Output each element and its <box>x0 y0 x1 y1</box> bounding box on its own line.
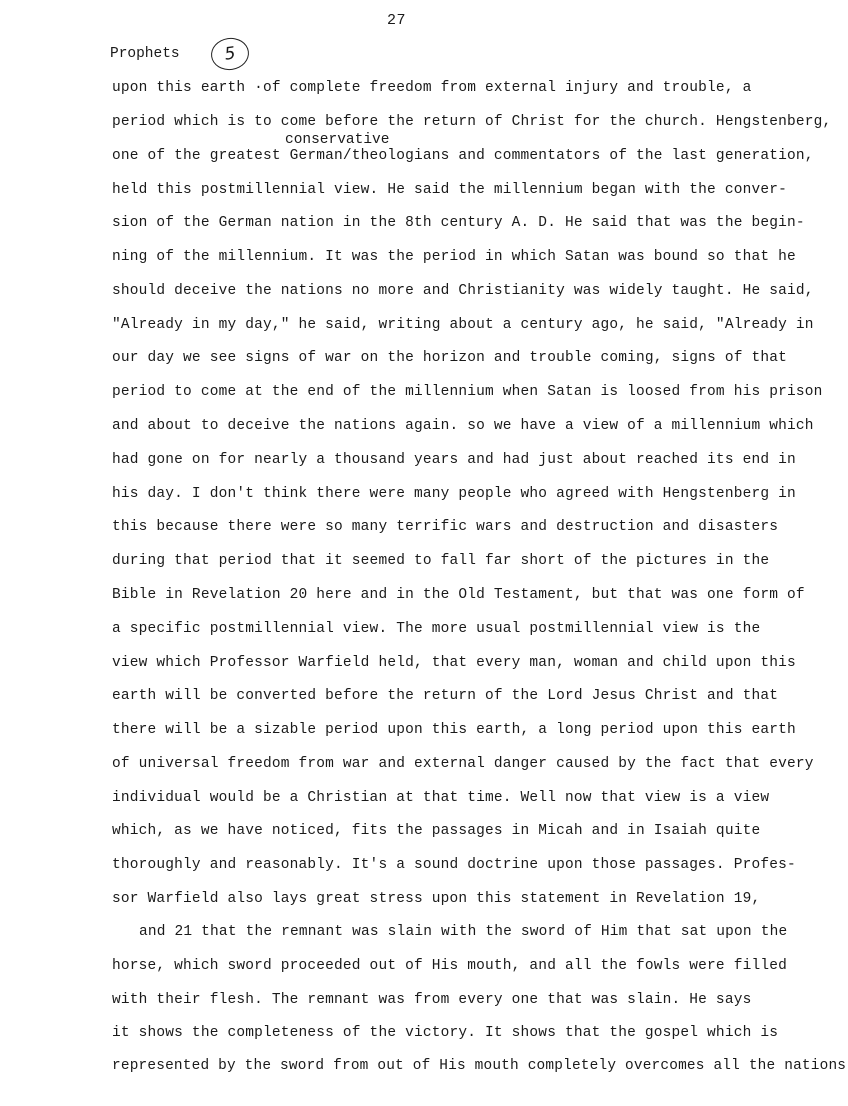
text-line: with their flesh. The remnant was from every one that was slain. He says <box>112 992 752 1008</box>
text-line: of universal freedom from war and external danger caused by the fact that every <box>112 756 814 772</box>
interlinear-insertion: conservative <box>285 132 390 148</box>
text-line: individual would be a Christian at that time. Well now that view is a view <box>112 790 770 806</box>
text-line: and about to deceive the nations again. so we have a view of a millennium which <box>112 418 814 434</box>
text-line: sor Warfield also lays great stress upon this statement in Revelation 19, <box>112 891 761 907</box>
text-line: a specific postmillennial view. The more usual postmillennial view is the <box>112 621 761 637</box>
text-line: ning of the millennium. It was the period in which Satan was bound so that he <box>112 249 796 265</box>
text-line: our day we see signs of war on the horizon and trouble coming, signs of that <box>112 350 787 366</box>
text-line: which, as we have noticed, fits the passages in Micah and in Isaiah quite <box>112 823 761 839</box>
text-line: should deceive the nations no more and Christianity was widely taught. He said, <box>112 283 814 299</box>
text-line: one of the greatest German/theologians and commentators of the last generation, <box>112 148 814 164</box>
circled-section-number: 5 <box>209 36 251 73</box>
text-line: and 21 that the remnant was slain with the sword of Him that sat upon the <box>139 924 788 940</box>
section-header: Prophets <box>110 46 180 62</box>
text-line: horse, which sword proceeded out of His mouth, and all the fowls were filled <box>112 958 787 974</box>
text-line: upon this earth ·of complete freedom from external injury and trouble, a <box>112 80 752 96</box>
text-line: period to come at the end of the millennium when Satan is loosed from his prison <box>112 384 823 400</box>
text-line: it shows the completeness of the victory. It shows that the gospel which is <box>112 1025 779 1041</box>
text-line: view which Professor Warfield held, that every man, woman and child upon this <box>112 655 796 671</box>
text-line: thoroughly and reasonably. It's a sound doctrine upon those passages. Profes- <box>112 857 796 873</box>
page-number: 27 <box>387 12 407 29</box>
text-line: his day. I don't think there were many people who agreed with Hengstenberg in <box>112 486 796 502</box>
text-line: this because there were so many terrific wars and destruction and disasters <box>112 519 779 535</box>
text-line: Bible in Revelation 20 here and in the Old Testament, but that was one form of <box>112 587 805 603</box>
text-line: represented by the sword from out of His mouth completely overcomes all the nations <box>112 1058 847 1074</box>
text-line: during that period that it seemed to fall far short of the pictures in the <box>112 553 770 569</box>
text-line: there will be a sizable period upon this earth, a long period upon this earth <box>112 722 796 738</box>
text-line: held this postmillennial view. He said the millennium began with the conver- <box>112 182 787 198</box>
text-line: had gone on for nearly a thousand years and had just about reached its end in <box>112 452 796 468</box>
text-line: earth will be converted before the return of the Lord Jesus Christ and that <box>112 688 779 704</box>
text-line: "Already in my day," he said, writing about a century ago, he said, "Already in <box>112 317 814 333</box>
text-line: period which is to come before the return of Christ for the church. Hengstenberg, <box>112 114 832 130</box>
text-line: sion of the German nation in the 8th century A. D. He said that was the begin- <box>112 215 805 231</box>
